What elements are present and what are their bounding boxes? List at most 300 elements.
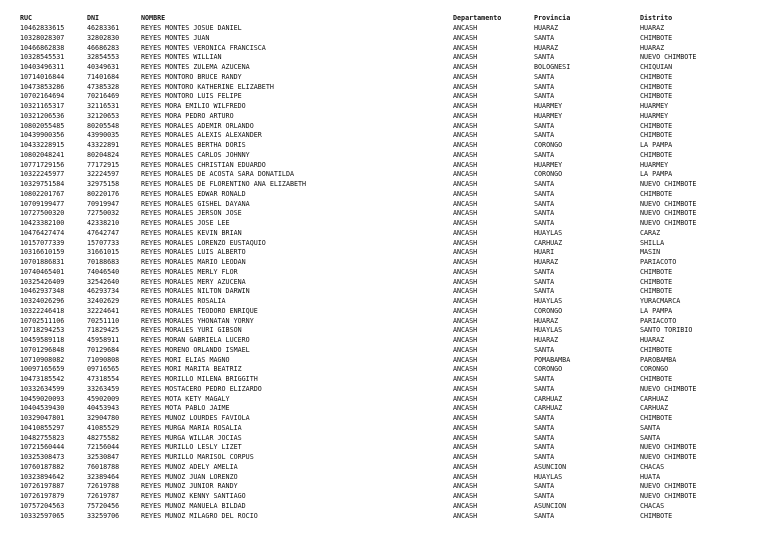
- cell-departamento: ANCASH: [453, 92, 478, 101]
- cell-distrito: LA PAMPA: [640, 306, 673, 315]
- cell-nombre: REYES MORALES DE FLORENTINO ANA ELIZABETH: [141, 180, 307, 188]
- cell-departamento: ANCASH: [453, 72, 478, 81]
- cell-departamento: ANCASH: [453, 111, 478, 120]
- table-row: [20, 307, 760, 317]
- cell-nombre: REYES MUÑOZ KENNY SANTIAGO: [141, 492, 246, 500]
- cell-provincia: SANTA: [534, 453, 555, 461]
- header-row: [20, 14, 760, 24]
- cell-departamento: ANCASH: [453, 180, 478, 188]
- cell-dni: 32530847: [87, 453, 120, 461]
- cell-nombre: REYES MONTORO LUIS FELIPE: [141, 92, 242, 101]
- cell-distrito: CHIQUIAN: [640, 63, 673, 71]
- cell-nombre: REYES MURILLO LESLY LIZET: [141, 443, 242, 452]
- cell-distrito: CHACAS: [640, 462, 665, 471]
- table-row: [20, 443, 760, 453]
- cell-nombre: REYES MUÑOZ MANUELA BILDAD: [141, 501, 246, 510]
- cell-distrito: CORONGO: [640, 365, 669, 374]
- cell-nombre: REYES MORAN GABRIELA LUCERO: [141, 336, 250, 344]
- cell-dni: 32402629: [87, 297, 120, 305]
- cell-nombre: REYES MORALES CARLOS JOHNNY: [141, 150, 250, 159]
- cell-provincia: HUARAZ: [534, 336, 559, 344]
- cell-departamento: ANCASH: [453, 170, 478, 179]
- cell-distrito: SANTA: [640, 423, 661, 432]
- cell-nombre: REYES MORALES ALEXIS ALEXANDER: [141, 131, 262, 140]
- cell-ruc: 10462937348: [20, 287, 65, 296]
- cell-departamento: ANCASH: [453, 43, 478, 52]
- cell-ruc: 10410855297: [20, 423, 65, 432]
- cell-nombre: REYES MORALES CHRISTIAN EDUARDO: [141, 160, 266, 169]
- table-row: [20, 404, 760, 414]
- table-row: [20, 83, 760, 93]
- cell-distrito: NUEVO CHIMBOTE: [640, 180, 697, 188]
- cell-provincia: SANTA: [534, 219, 555, 227]
- cell-nombre: REYES MUÑOZ ADELY AMELIA: [141, 462, 238, 471]
- cell-provincia: SANTA: [534, 414, 555, 422]
- cell-provincia: POMABAMBA: [534, 355, 571, 364]
- cell-dni: 72156044: [87, 443, 120, 452]
- cell-dni: 31661015: [87, 248, 120, 257]
- cell-ruc: 10802055485: [20, 121, 65, 130]
- cell-nombre: REYES MUÑOZ MILAGRO DEL ROCIO: [141, 511, 258, 520]
- cell-distrito: NUEVO CHIMBOTE: [640, 53, 697, 62]
- table-row: [20, 434, 760, 444]
- cell-departamento: ANCASH: [453, 287, 478, 296]
- cell-distrito: HUARAZ: [640, 43, 665, 52]
- cell-departamento: ANCASH: [453, 238, 478, 247]
- cell-ruc: 10473853286: [20, 82, 65, 91]
- cell-ruc: 10802201767: [20, 189, 65, 198]
- cell-provincia: SANTA: [534, 267, 555, 276]
- cell-ruc: 10322245977: [20, 170, 65, 179]
- cell-nombre: REYES MORALES NILTON DARWIN: [141, 287, 250, 296]
- cell-ruc: 10321206536: [20, 111, 65, 120]
- cell-dni: 80205548: [87, 121, 120, 130]
- cell-nombre: REYES MONTES JUAN: [141, 33, 210, 42]
- table-row: [20, 24, 760, 34]
- cell-provincia: SANTA: [534, 121, 555, 130]
- cell-dni: 71401684: [87, 72, 120, 81]
- cell-distrito: NUEVO CHIMBOTE: [640, 199, 697, 208]
- cell-ruc: 10459020093: [20, 394, 65, 403]
- table-row: [20, 170, 760, 180]
- cell-departamento: ANCASH: [453, 63, 478, 71]
- cell-departamento: ANCASH: [453, 365, 478, 374]
- cell-distrito: NUEVO CHIMBOTE: [640, 443, 697, 452]
- cell-provincia: SANTA: [534, 375, 555, 383]
- cell-dni: 32120653: [87, 111, 120, 120]
- cell-dni: 45958911: [87, 336, 120, 344]
- cell-nombre: REYES MURILLO MARISOL CORPUS: [141, 453, 254, 461]
- cell-dni: 77172915: [87, 160, 120, 169]
- table-row: [20, 190, 760, 200]
- table-row: [20, 180, 760, 190]
- cell-provincia: SANTA: [534, 92, 555, 101]
- cell-provincia: HUAYLAS: [534, 228, 563, 237]
- cell-provincia: SANTA: [534, 150, 555, 159]
- cell-nombre: REYES MONTES VERONICA FRANCISCA: [141, 43, 266, 52]
- cell-nombre: REYES MORILLO MILENA BRIGGITH: [141, 375, 258, 383]
- table-row: [20, 151, 760, 161]
- cell-distrito: NUEVO CHIMBOTE: [640, 384, 697, 393]
- cell-departamento: ANCASH: [453, 394, 478, 403]
- cell-distrito: LA PAMPA: [640, 170, 673, 179]
- cell-ruc: 10323894642: [20, 472, 65, 481]
- cell-provincia: HUAYLAS: [534, 326, 563, 335]
- cell-departamento: ANCASH: [453, 248, 478, 257]
- cell-ruc: 10325308473: [20, 453, 65, 461]
- cell-departamento: ANCASH: [453, 121, 478, 130]
- cell-ruc: 10423382100: [20, 219, 65, 227]
- cell-provincia: SANTA: [534, 511, 555, 520]
- table-row: [20, 248, 760, 258]
- cell-ruc: 10404539430: [20, 404, 65, 413]
- cell-distrito: CHACAS: [640, 501, 665, 510]
- cell-provincia: SANTA: [534, 384, 555, 393]
- cell-nombre: REYES MORI MARITA BEATRIZ: [141, 365, 242, 374]
- table-row: [20, 502, 760, 512]
- cell-nombre: REYES MURGA MARIA ROSALIA: [141, 423, 242, 432]
- cell-departamento: ANCASH: [453, 199, 478, 208]
- cell-nombre: REYES MONTORO BRUCE RANDY: [141, 72, 242, 81]
- cell-nombre: REYES MOTA PABLO JAIME: [141, 404, 230, 413]
- cell-nombre: REYES MONTORO KATHERINE ELIZABETH: [141, 82, 274, 91]
- cell-departamento: ANCASH: [453, 267, 478, 276]
- table-row: [20, 424, 760, 434]
- cell-ruc: 10328545531: [20, 53, 65, 62]
- cell-nombre: REYES MOTA KETY MAGALY: [141, 394, 230, 403]
- table-row: [20, 356, 760, 366]
- cell-provincia: CARHUAZ: [534, 238, 563, 247]
- cell-ruc: 10702164694: [20, 92, 65, 101]
- cell-distrito: CHIMBOTE: [640, 33, 673, 42]
- cell-distrito: SANTO TORIBIO: [640, 326, 693, 335]
- cell-provincia: SANTA: [534, 180, 555, 188]
- cell-provincia: SANTA: [534, 277, 555, 286]
- cell-provincia: HUARAZ: [534, 316, 559, 325]
- cell-distrito: CHIMBOTE: [640, 287, 673, 296]
- cell-ruc: 10710908082: [20, 355, 65, 364]
- cell-dni: 72619788: [87, 482, 120, 491]
- cell-departamento: ANCASH: [453, 501, 478, 510]
- cell-ruc: 10459589118: [20, 336, 65, 344]
- cell-dni: 46686283: [87, 43, 120, 52]
- cell-nombre: REYES MUÑOZ JUAN LORENZO: [141, 472, 238, 481]
- cell-ruc: 10324026296: [20, 297, 65, 305]
- cell-distrito: HUARMEY: [640, 160, 669, 169]
- cell-distrito: CHIMBOTE: [640, 131, 673, 140]
- cell-dni: 32389464: [87, 472, 120, 481]
- cell-ruc: 10718294253: [20, 326, 65, 335]
- cell-ruc: 10721560444: [20, 443, 65, 452]
- cell-provincia: SANTA: [534, 33, 555, 42]
- cell-dni: 74046540: [87, 267, 120, 276]
- cell-ruc: 10157077339: [20, 238, 65, 247]
- cell-dni: 70188683: [87, 258, 120, 266]
- cell-dni: 47385328: [87, 82, 120, 91]
- cell-provincia: SANTA: [534, 345, 555, 354]
- cell-departamento: ANCASH: [453, 160, 478, 169]
- table-row: [20, 239, 760, 249]
- cell-distrito: CHIMBOTE: [640, 345, 673, 354]
- cell-ruc: 10727500320: [20, 209, 65, 218]
- cell-dni: 46283361: [87, 24, 120, 32]
- cell-nombre: REYES MORA EMILIO WILFREDO: [141, 102, 246, 110]
- cell-distrito: NUEVO CHIMBOTE: [640, 453, 697, 461]
- cell-dni: 33259706: [87, 511, 120, 520]
- cell-distrito: SANTA: [640, 433, 661, 442]
- header-nombre: NOMBRE: [141, 14, 166, 23]
- cell-departamento: ANCASH: [453, 131, 478, 140]
- cell-departamento: ANCASH: [453, 443, 478, 452]
- cell-ruc: 10714016844: [20, 72, 65, 81]
- cell-dni: 80204824: [87, 150, 120, 159]
- table-row: [20, 375, 760, 385]
- table-row: [20, 209, 760, 219]
- cell-distrito: HUARMEY: [640, 102, 669, 110]
- cell-nombre: REYES MONTES WILLIAN: [141, 53, 222, 62]
- cell-distrito: HUATA: [640, 472, 661, 481]
- cell-departamento: ANCASH: [453, 423, 478, 432]
- cell-distrito: CHIMBOTE: [640, 189, 673, 198]
- cell-ruc: 10332597065: [20, 511, 65, 520]
- cell-distrito: CARHUAZ: [640, 404, 669, 413]
- cell-provincia: CORONGO: [534, 365, 563, 374]
- cell-distrito: PARIACOTO: [640, 258, 677, 266]
- cell-nombre: REYES MONTES JOSUE DANIEL: [141, 24, 242, 32]
- cell-nombre: REYES MORALES TEODORO ENRIQUE: [141, 306, 258, 315]
- cell-provincia: CORONGO: [534, 170, 563, 179]
- cell-distrito: CHIMBOTE: [640, 82, 673, 91]
- cell-nombre: REYES MORALES ROSALIA: [141, 297, 226, 305]
- table-row: [20, 131, 760, 141]
- cell-dni: 70129684: [87, 345, 120, 354]
- table-row: [20, 219, 760, 229]
- cell-dni: 40453943: [87, 404, 120, 413]
- cell-provincia: SANTA: [534, 72, 555, 81]
- cell-nombre: REYES MORALES MERY AZUCENA: [141, 277, 246, 286]
- cell-provincia: CARHUAZ: [534, 404, 563, 413]
- cell-departamento: ANCASH: [453, 453, 478, 461]
- table-row: [20, 385, 760, 395]
- header-provincia: Provincia: [534, 14, 571, 23]
- cell-ruc: 10709199477: [20, 199, 65, 208]
- cell-dni: 70216469: [87, 92, 120, 101]
- cell-departamento: ANCASH: [453, 189, 478, 198]
- table-row: [20, 395, 760, 405]
- cell-dni: 32904780: [87, 414, 120, 422]
- cell-ruc: 10316610159: [20, 248, 65, 257]
- cell-ruc: 10482755823: [20, 433, 65, 442]
- cell-nombre: REYES MURGA WILLAR JOCIAS: [141, 433, 242, 442]
- cell-distrito: PAROBAMBA: [640, 355, 677, 364]
- cell-departamento: ANCASH: [453, 336, 478, 344]
- cell-dni: 70919947: [87, 199, 120, 208]
- cell-ruc: 10701886831: [20, 258, 65, 266]
- table-row: [20, 414, 760, 424]
- cell-distrito: CARAZ: [640, 228, 661, 237]
- cell-departamento: ANCASH: [453, 482, 478, 491]
- cell-ruc: 10328028307: [20, 33, 65, 42]
- cell-dni: 75720456: [87, 501, 120, 510]
- cell-provincia: SANTA: [534, 492, 555, 500]
- cell-distrito: CARHUAZ: [640, 394, 669, 403]
- cell-dni: 32224597: [87, 170, 120, 179]
- cell-dni: 33263459: [87, 384, 120, 393]
- cell-distrito: NUEVO CHIMBOTE: [640, 482, 697, 491]
- cell-distrito: NUEVO CHIMBOTE: [640, 209, 697, 218]
- cell-departamento: ANCASH: [453, 306, 478, 315]
- cell-nombre: REYES MORALES YHONATAN YORNY: [141, 316, 254, 325]
- header-ruc: RUC: [20, 14, 33, 23]
- cell-provincia: ASUNCION: [534, 501, 567, 510]
- cell-nombre: REYES MORALES LORENZO EUSTAQUIO: [141, 238, 266, 247]
- cell-ruc: 10726197879: [20, 492, 65, 500]
- cell-distrito: CHIMBOTE: [640, 414, 673, 422]
- cell-dni: 72619787: [87, 492, 120, 500]
- records-table: [20, 14, 760, 521]
- cell-nombre: REYES MORALES BERTHA DORIS: [141, 141, 246, 149]
- cell-dni: 15707733: [87, 238, 120, 247]
- cell-nombre: REYES MORALES EDWAR RONALD: [141, 189, 246, 198]
- cell-provincia: SANTA: [534, 82, 555, 91]
- cell-distrito: SHILLA: [640, 238, 665, 247]
- cell-dni: 45902009: [87, 394, 120, 403]
- cell-provincia: CORONGO: [534, 306, 563, 315]
- cell-nombre: REYES MORALES JERSON JOSE: [141, 209, 242, 218]
- cell-departamento: ANCASH: [453, 209, 478, 218]
- cell-nombre: REYES MONTES ZULEMA AZUCENA: [141, 63, 250, 71]
- cell-provincia: SANTA: [534, 443, 555, 452]
- cell-distrito: YURACMARCA: [640, 297, 681, 305]
- cell-distrito: CHIMBOTE: [640, 277, 673, 286]
- table-row: [20, 287, 760, 297]
- cell-departamento: ANCASH: [453, 355, 478, 364]
- cell-provincia: HUARI: [534, 248, 555, 257]
- cell-departamento: ANCASH: [453, 53, 478, 62]
- cell-dni: 42338210: [87, 219, 120, 227]
- cell-departamento: ANCASH: [453, 82, 478, 91]
- cell-nombre: REYES MORALES MARIO LEODAN: [141, 258, 246, 266]
- cell-departamento: ANCASH: [453, 384, 478, 393]
- cell-provincia: HUARAZ: [534, 24, 559, 32]
- cell-ruc: 10771729156: [20, 160, 65, 169]
- header-departamento: Departamento: [453, 14, 502, 23]
- cell-nombre: REYES MORA PEDRO ARTURO: [141, 111, 234, 120]
- cell-distrito: CHIMBOTE: [640, 121, 673, 130]
- cell-dni: 40349631: [87, 63, 120, 71]
- cell-dni: 43322891: [87, 141, 120, 149]
- cell-ruc: 10462833615: [20, 24, 65, 32]
- cell-provincia: CORONGO: [534, 141, 563, 149]
- cell-distrito: CHIMBOTE: [640, 511, 673, 520]
- table-row: [20, 63, 760, 73]
- cell-distrito: MASIN: [640, 248, 661, 257]
- cell-dni: 32802830: [87, 33, 120, 42]
- cell-nombre: REYES MORALES MERLY FLOR: [141, 267, 238, 276]
- cell-dni: 32224641: [87, 306, 120, 315]
- cell-distrito: NUEVO CHIMBOTE: [640, 492, 697, 500]
- table-row: [20, 122, 760, 132]
- cell-provincia: HUARMEY: [534, 102, 563, 110]
- cell-nombre: REYES MORALES GISHEL DAYANA: [141, 199, 250, 208]
- cell-departamento: ANCASH: [453, 102, 478, 110]
- cell-provincia: SANTA: [534, 199, 555, 208]
- table-row: [20, 365, 760, 375]
- table-row: [20, 453, 760, 463]
- header-distrito: Distrito: [640, 14, 673, 23]
- cell-nombre: REYES MORALES JOSE LEE: [141, 219, 230, 227]
- cell-ruc: 10701296848: [20, 345, 65, 354]
- cell-ruc: 10097165659: [20, 365, 65, 374]
- cell-provincia: HUARAZ: [534, 43, 559, 52]
- cell-provincia: SANTA: [534, 423, 555, 432]
- cell-distrito: CHIMBOTE: [640, 92, 673, 101]
- cell-nombre: REYES MUÑOZ JUNIOR RANDY: [141, 482, 238, 491]
- cell-dni: 70251110: [87, 316, 120, 325]
- cell-dni: 32854553: [87, 53, 120, 62]
- cell-ruc: 10760187882: [20, 462, 65, 471]
- cell-ruc: 10726197887: [20, 482, 65, 491]
- table-row: [20, 229, 760, 239]
- table-row: [20, 492, 760, 502]
- cell-dni: 80220176: [87, 189, 120, 198]
- cell-ruc: 10740465401: [20, 267, 65, 276]
- cell-dni: 09716565: [87, 365, 120, 374]
- cell-nombre: REYES MORALES YURI GIBSON: [141, 326, 242, 335]
- cell-provincia: SANTA: [534, 209, 555, 218]
- cell-dni: 32116531: [87, 102, 120, 110]
- cell-dni: 32975158: [87, 180, 120, 188]
- cell-dni: 71829425: [87, 326, 120, 335]
- cell-departamento: ANCASH: [453, 462, 478, 471]
- cell-dni: 76018788: [87, 462, 120, 471]
- cell-provincia: SANTA: [534, 287, 555, 296]
- table-row: [20, 92, 760, 102]
- table-row: [20, 512, 760, 522]
- cell-ruc: 10433228915: [20, 141, 65, 149]
- cell-departamento: ANCASH: [453, 150, 478, 159]
- table-row: [20, 73, 760, 83]
- cell-departamento: ANCASH: [453, 375, 478, 383]
- cell-distrito: LA PAMPA: [640, 141, 673, 149]
- cell-dni: 47318554: [87, 375, 120, 383]
- cell-nombre: REYES MOSTACERO PEDRO ELIZARDO: [141, 384, 262, 393]
- cell-provincia: SANTA: [534, 433, 555, 442]
- cell-departamento: ANCASH: [453, 297, 478, 305]
- cell-departamento: ANCASH: [453, 326, 478, 335]
- table-body: [20, 24, 760, 521]
- cell-distrito: PARIACOTO: [640, 316, 677, 325]
- cell-nombre: REYES MORALES LUIS ALBERTO: [141, 248, 246, 257]
- table-row: [20, 473, 760, 483]
- cell-departamento: ANCASH: [453, 472, 478, 481]
- cell-distrito: CHIMBOTE: [640, 72, 673, 81]
- cell-distrito: CHIMBOTE: [640, 375, 673, 383]
- cell-nombre: REYES MUNOZ LOURDES FAVIOLA: [141, 414, 250, 422]
- table-row: [20, 34, 760, 44]
- table-row: [20, 336, 760, 346]
- cell-nombre: REYES MORALES KEVIN BRIAN: [141, 228, 242, 237]
- cell-provincia: SANTA: [534, 482, 555, 491]
- cell-departamento: ANCASH: [453, 316, 478, 325]
- cell-distrito: HUARMEY: [640, 111, 669, 120]
- cell-provincia: HUARMEY: [534, 111, 563, 120]
- cell-dni: 71090808: [87, 355, 120, 364]
- cell-ruc: 10476427474: [20, 228, 65, 237]
- table-row: [20, 278, 760, 288]
- cell-dni: 32542640: [87, 277, 120, 286]
- cell-departamento: ANCASH: [453, 24, 478, 32]
